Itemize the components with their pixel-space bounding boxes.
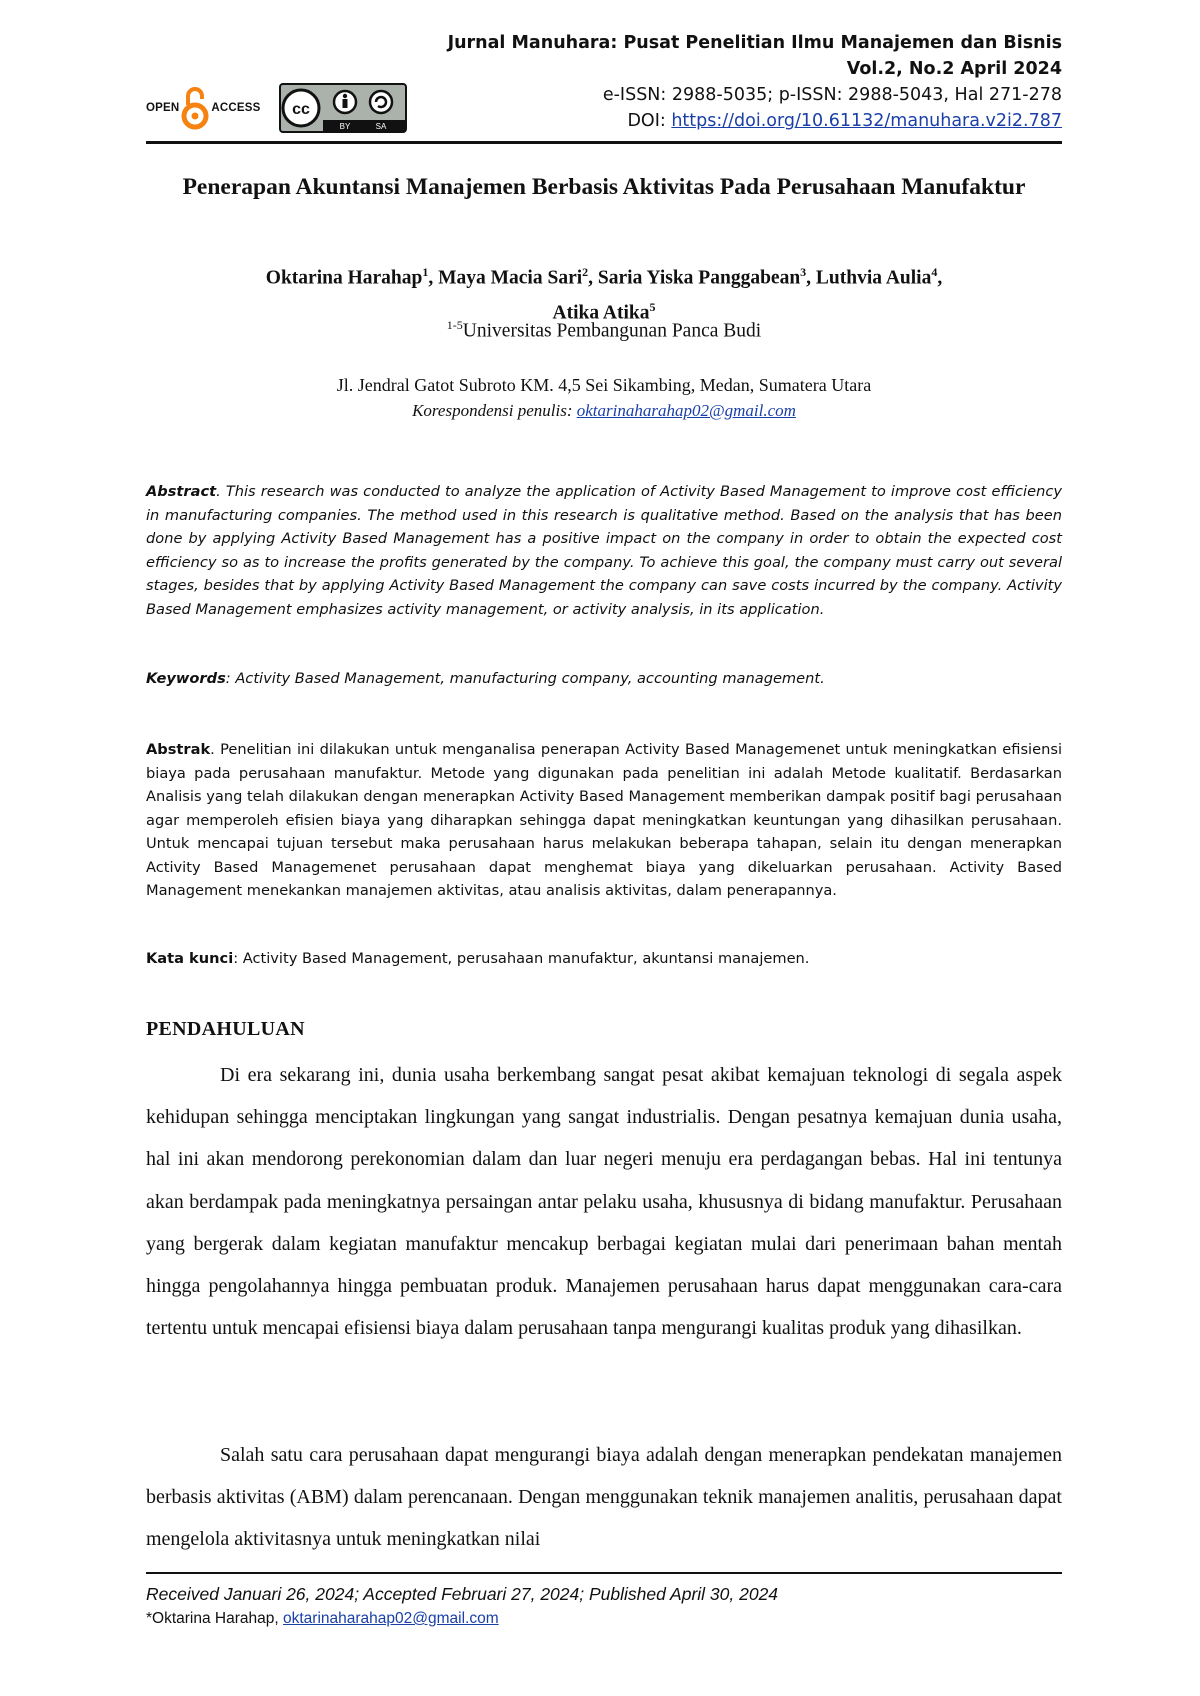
affiliation-sup: 1-5 [446,318,463,332]
author-sep: , [428,267,439,289]
author-list [146,258,1062,327]
author-name: Saria Yiska Panggabean [597,267,801,289]
abstract-english [146,480,1062,621]
footer-email-link[interactable]: oktarinaharahap02@gmail.com [283,1610,499,1627]
keywords-indonesian-text: : Activity Based Management, perusahaan manufaktur, akuntansi manajemen. [233,950,810,967]
footer-author-name: *Oktarina Harahap, [146,1610,283,1627]
address: Jl. Jendral Gatot Subroto KM. 4,5 Sei Sikambing, Medan, Sumatera Utara [336,375,872,395]
abstract-english-text: . This research was conducted to analyze the application of Activity Based Management to improve cost efficiency in manufacturing companies. The method used in this research is qualitative method. Based on the analysis that has been done by applying Activity Based Management has a positive impact on the company in order to obtain the expected cost efficiency so as to increase the profits generated by the company. To achieve this goal, the company must carry out several stages, besides that by applying Activity Based Management the company can save costs incurred by the company. Activity Based Management emphasizes activity management, or activity analysis, in its application. [146,483,1062,618]
author-sep: , [588,267,598,289]
publication-dates: Received Januari 26, 2024; Accepted Februari 27, 2024; Published April 30, 2024 [146,1584,779,1604]
abstract-indonesian [146,738,1062,903]
doi-label: DOI: [627,111,672,131]
correspondence [146,401,1062,421]
license-sa-text: SA [375,122,386,131]
open-access-left-text: OPEN [146,102,180,114]
footer-author [146,1610,1062,1628]
keywords-english-label: Keywords [146,670,226,687]
open-access-logo [146,85,261,131]
keywords-indonesian-label: Kata kunci [146,950,234,967]
open-access-right-text: ACCESS [211,102,261,114]
author-sep: , [806,267,816,289]
logos-row [146,82,407,134]
author-sup: 2 [582,265,589,279]
doi-link[interactable]: https://doi.org/10.61132/manuhara.v2i2.787 [671,111,1062,131]
author-name: Luthvia Aulia [815,267,932,289]
author-name: Atika Atika [552,302,650,323]
affiliation [146,318,1062,343]
keywords-indonesian [146,950,1062,967]
author-sup: 1 [422,265,429,279]
author-name: Maya Macia Sari [438,267,583,289]
abstract-indonesian-text: . Penelitian ini dilakukan untuk menganalisa penerapan Activity Based Managemenet untuk meningkatkan efisiensi biaya pada perusahaan manufaktur. Metode yang digunakan pada penelitian ini adalah Metode kualitatif. Berdasarkan Analisis yang telah dilakukan dengan menerapkan Activity Based Management memberikan dampak positif bagi perusahaan agar memperoleh efisien biaya yang diharapkan sehingga dapat meningkatkan keuntungan yang dihasilkan perusahaan. Untuk mencapai tujuan tersebut maka perusahaan harus melakukan beberapa tahapan, selain itu dengan menerapkan Activity Based Managemenet perusahaan dapat menghemat biaya yang dikeluarkan perusahaan. Activity Based Management menekankan manajemen aktivitas, atau analisis aktivitas, dalam penerapannya. [146,741,1062,899]
affiliation-name: Universitas Pembangunan Panca Budi [462,320,762,342]
journal-doi [448,108,1062,134]
author-name: Oktarina Harahap [265,267,423,289]
author-sup: 5 [649,299,656,314]
correspondence-label: Korespondensi penulis: [412,401,577,420]
section-heading: PENDAHULUAN [146,1018,305,1040]
cc-by-sa-badge-icon [279,83,407,133]
body-paragraph: Salah satu cara perusahaan dapat mengurangi biaya adalah dengan menerapkan pendekatan manajemen berbasis aktivitas (ABM) dalam perencanaan. Dengan menggunakan teknik manajemen analitis, perusahaan dapat mengelola aktivitasnya untuk meningkatkan nilai [146,1444,1062,1551]
journal-header [448,30,1062,134]
journal-volume: Vol.2, No.2 April 2024 [846,59,1062,79]
keywords-english-text: : Activity Based Management, manufacturing company, accounting management. [225,670,825,687]
author-sup: 4 [931,265,938,279]
author-sup: 3 [800,265,807,279]
journal-name: Jurnal Manuhara: Pusat Penelitian Ilmu Manajemen dan Bisnis [447,33,1062,53]
correspondence-email-link[interactable]: oktarinaharahap02@gmail.com [576,401,796,420]
body-paragraph: Di era sekarang ini, dunia usaha berkembang sangat pesat akibat kemajuan teknologi di segala aspek kehidupan sehingga menciptakan lingkungan yang sangat industrialis. Dengan pesatnya kemajuan dunia usaha, hal ini akan mendorong perekonomian dalam dan luar negeri menuju era perdagangan bebas. Hal ini tentunya akan berdampak pada meningkatnya persaingan antar pelaku usaha, khususnya di bidang manufaktur. Perusahaan yang bergerak dalam kegiatan manufaktur mencakup berbagai kegiatan mulai dari penerimaan bahan mentah hingga pengolahannya hingga pembuatan produk. Manajemen perusahaan harus dapat menggunakan cara-cara tertentu untuk mencapai efisiensi biaya dalam perusahaan tanpa mengurangi kualitas produk yang dihasilkan. [146,1064,1062,1340]
license-by-text: BY [339,122,350,131]
svg-text:cc: cc [291,101,310,118]
paper-title: Penerapan Akuntansi Manajemen Berbasis Aktivitas Pada Perusahaan Manufaktur [182,174,1026,200]
footer-rule [146,1572,1062,1574]
keywords-english [146,670,1062,687]
author-sep: , [937,267,943,289]
open-lock-icon [181,85,209,131]
abstract-indonesian-label: Abstrak [146,741,211,758]
journal-issn: e-ISSN: 2988-5035; p-ISSN: 2988-5043, Hal 271-278 [602,85,1062,105]
header-rule [146,141,1062,144]
abstract-english-label: Abstract [146,483,217,500]
